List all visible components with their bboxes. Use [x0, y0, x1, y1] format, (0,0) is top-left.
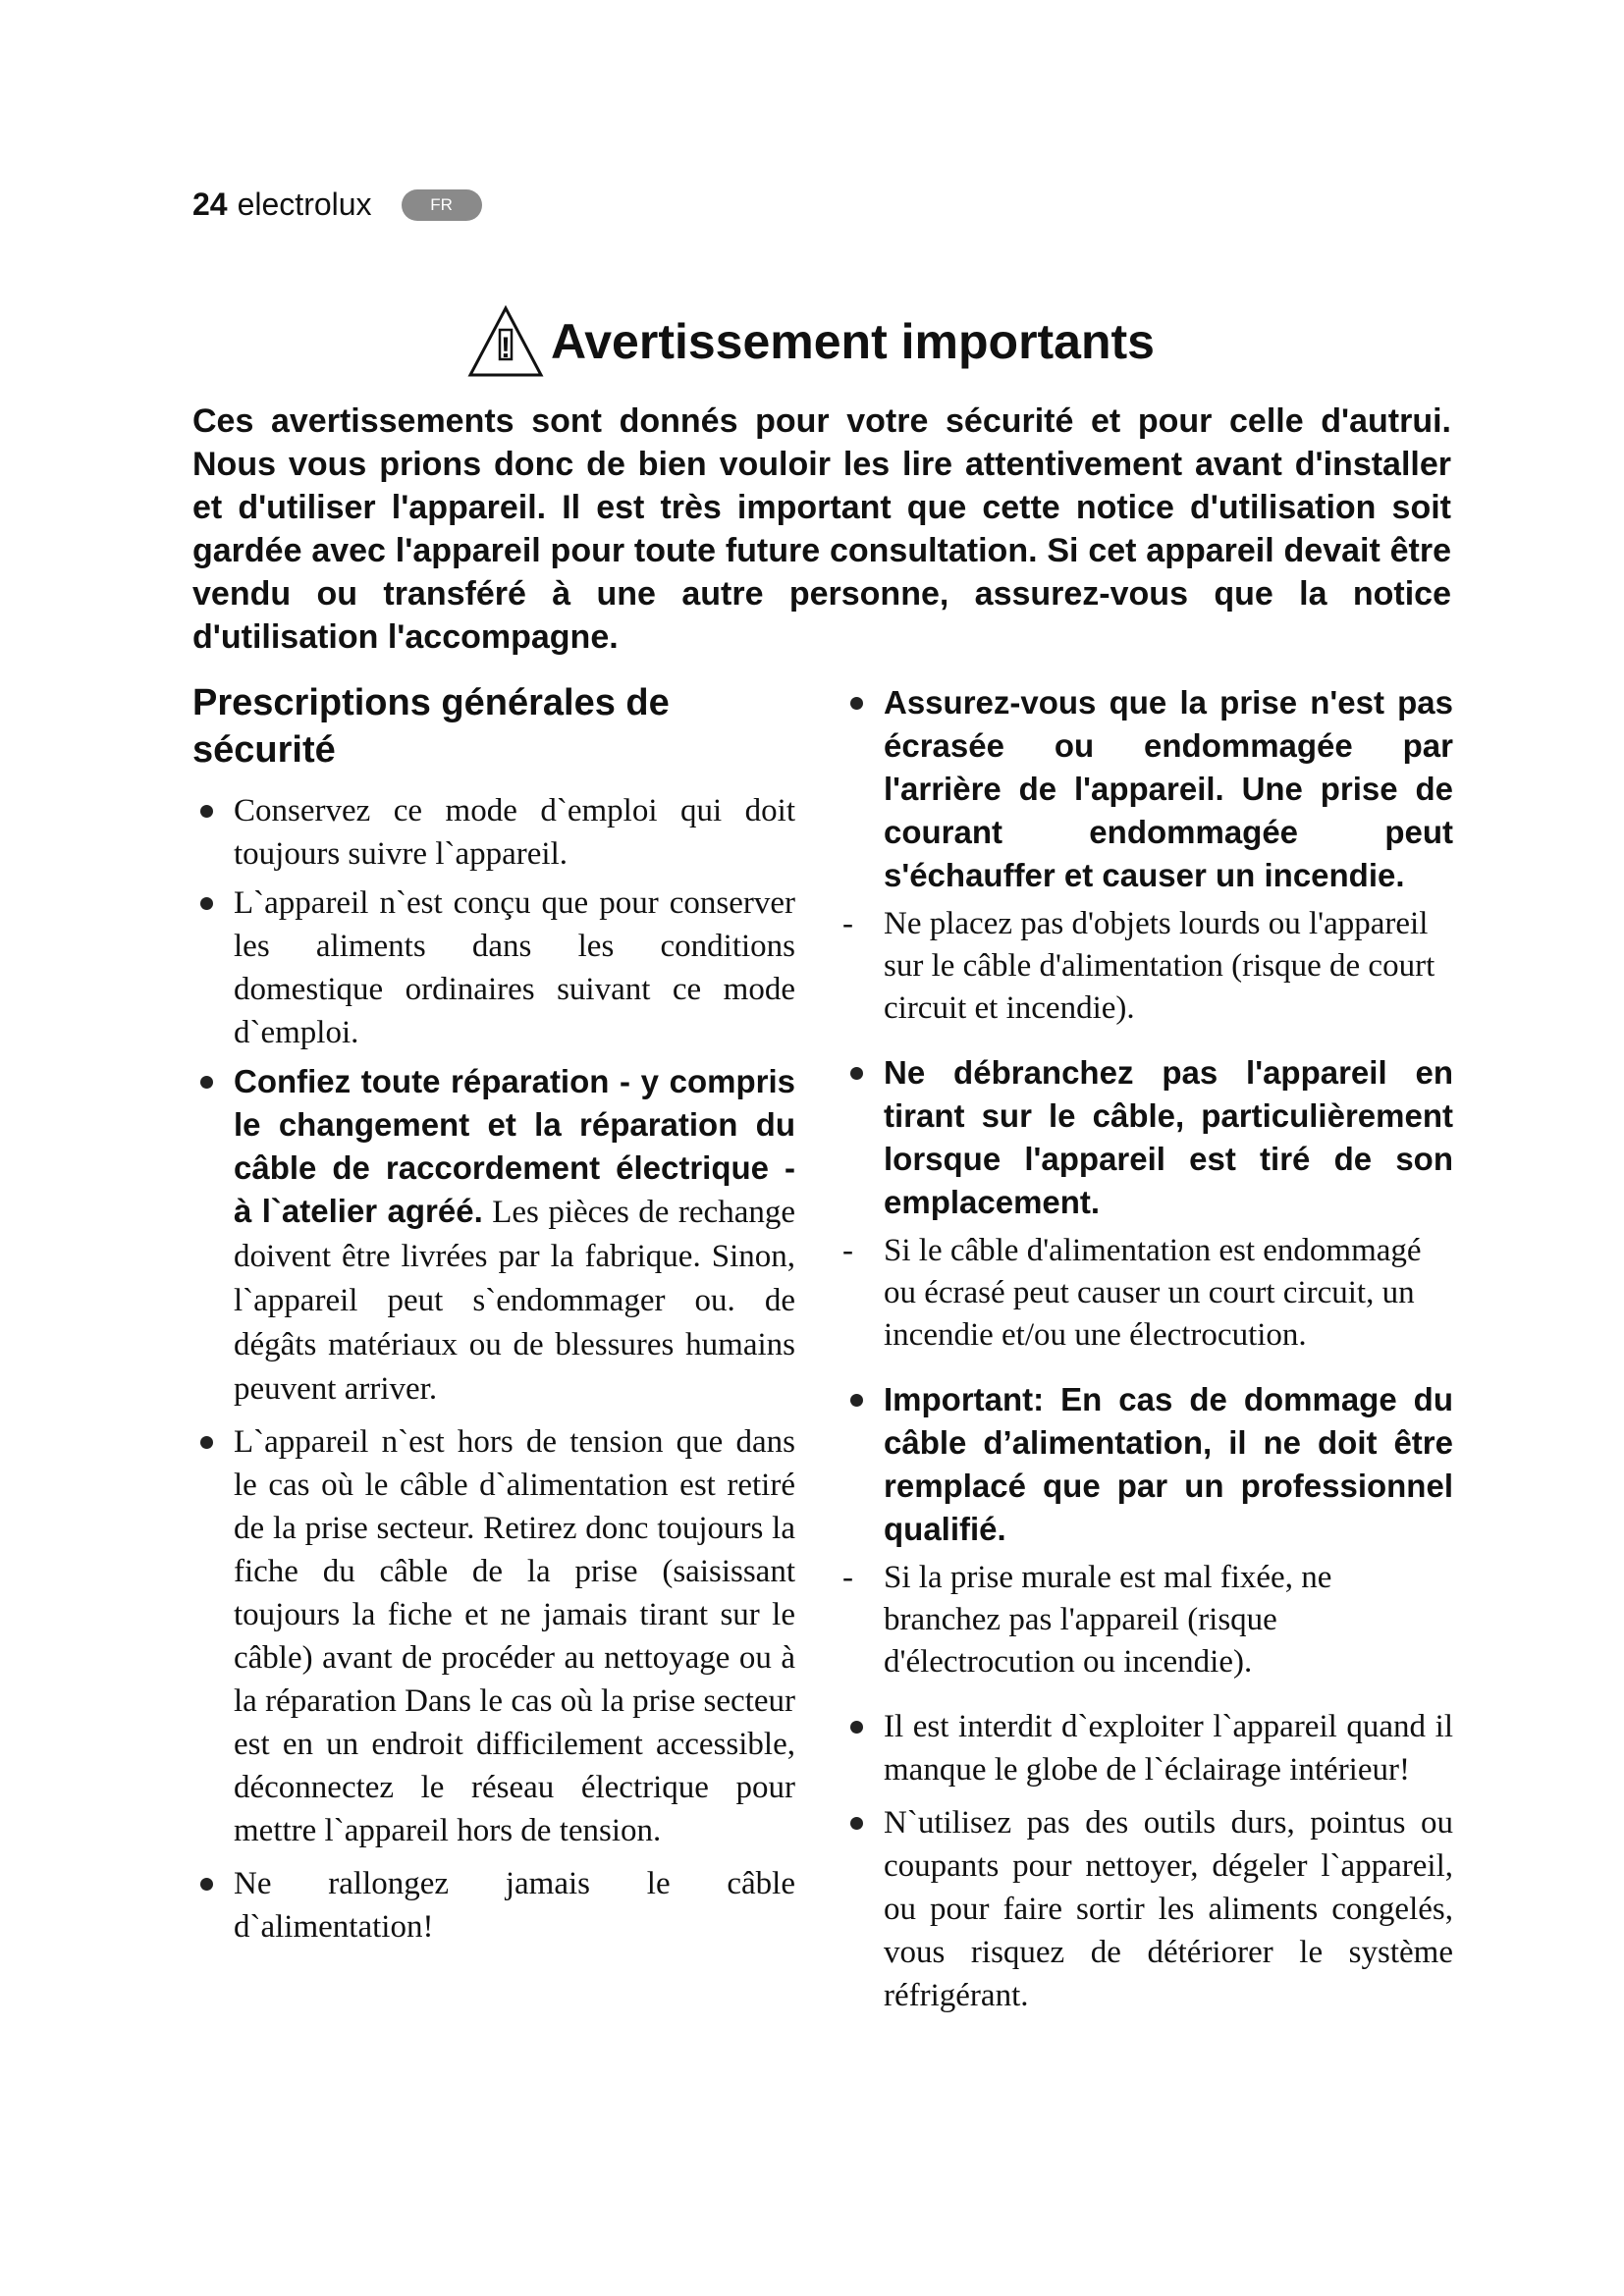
- list-item-text: L`appareil n`est conçu que pour conserver les aliments dans les conditions domestique ordinaires suivant ce mode d`emploi.: [234, 885, 795, 1050]
- right-column: [842, 681, 1453, 2023]
- dash-mark: -: [842, 1233, 853, 1268]
- dash-mark: -: [842, 906, 853, 941]
- list-item-text: Conservez ce mode d`emploi qui doit toujours suivre l`appareil.: [234, 793, 795, 872]
- list-item: [192, 1060, 795, 1411]
- list-item: [842, 1801, 1453, 2017]
- language-badge: FR: [402, 189, 482, 221]
- list-item: [192, 1862, 795, 1949]
- dash-mark: -: [842, 1560, 853, 1595]
- list-item: [192, 789, 795, 876]
- note: [842, 1230, 1453, 1357]
- bullet-icon: [850, 1067, 863, 1080]
- page-title: Avertissement importants: [551, 314, 1155, 369]
- intro-paragraph: Ces avertissements sont donnés pour votre sécurité et pour celle d'autrui. Nous vous prions donc de bien vouloir les lire attentivement avant d'installer et d'utiliser l'appareil. Il est très important que cette notice d'utilisation soit gardée avec l'appareil pour toute future consultation. Si cet appareil devait être vendu ou transféré à une autre personne, assurez-vous que la notice d'utilisation l'accompagne.: [192, 402, 1451, 656]
- page-number: 24: [192, 187, 228, 222]
- list-item: [842, 1378, 1453, 1551]
- note: [842, 1557, 1453, 1683]
- bullet-icon: [850, 697, 863, 710]
- section-title: Prescriptions générales de sécurité: [192, 682, 670, 771]
- title-block: [466, 302, 1155, 381]
- warning-triangle-icon: [466, 302, 545, 381]
- list-item: [842, 1705, 1453, 1791]
- list-item: [192, 1420, 795, 1852]
- list-item-text: Important: En cas de dommage du câble d’alimentation, il ne doit être remplacé que par un professionnel qualifié.: [884, 1381, 1453, 1547]
- list-item-text: Les pièces de rechange doivent être livrées par la fabrique. Sinon, l`appareil peut s`endommager ou. de dégâts matériaux ou de blessures humains peuvent arriver.: [234, 1195, 795, 1407]
- page-header: [192, 187, 482, 223]
- list-item-text: L`appareil n`est hors de tension que dans le cas où le câble d`alimentation est retiré de la prise secteur. Retirez donc toujours la fiche du câble de la prise (saisissant toujours la fiche et ne jamais tirant sur le câble) avant de procéder au nettoyage ou à la réparation Dans le cas où la prise secteur est en un endroit difficilement accessible, déconnectez le réseau électrique pour mettre l`appareil hors de tension.: [234, 1424, 795, 1848]
- bullet-icon: [850, 1817, 863, 1830]
- list-item-text: Assurez-vous que la prise n'est pas écrasée ou endommagée par l'arrière de l'appareil. Une prise de courant endommagée peut s'échauffer et causer un incendie.: [884, 684, 1453, 893]
- bullet-icon: [200, 897, 213, 910]
- list-item-text: Ne débranchez pas l'appareil en tirant sur le câble, particulièrement lorsque l'appareil est tiré de son emplacement.: [884, 1054, 1453, 1220]
- bullet-icon: [200, 1076, 213, 1089]
- brand-name: electrolux: [237, 187, 372, 222]
- list-item-text: Il est interdit d`exploiter l`appareil quand il manque le globe de l`éclairage intérieur!: [884, 1709, 1453, 1788]
- list-item: [842, 681, 1453, 897]
- list-item-text: N`utilisez pas des outils durs, pointus ou coupants pour nettoyer, dégeler l`appareil, ou pour faire sortir les aliments congelés, vous risquez de détériorer le système réfrigérant.: [884, 1805, 1453, 2013]
- bullet-icon: [850, 1721, 863, 1734]
- note: [842, 903, 1453, 1030]
- warning-glyph: !: [501, 332, 511, 364]
- note-text: Si le câble d'alimentation est endommagé ou écrasé peut causer un court circuit, un incendie et/ou une électrocution.: [884, 1233, 1422, 1353]
- list-item-text: Ne rallongez jamais le câble d`alimentation!: [234, 1866, 795, 1945]
- bullet-icon: [200, 1878, 213, 1891]
- left-column: [192, 679, 795, 1954]
- note-text: Si la prise murale est mal fixée, ne branchez pas l'appareil (risque d'électrocution ou incendie).: [884, 1560, 1332, 1680]
- list-item: [842, 1051, 1453, 1224]
- note-text: Ne placez pas d'objets lourds ou l'appareil sur le câble d'alimentation (risque de court circuit et incendie).: [884, 906, 1435, 1026]
- bullet-icon: [850, 1394, 863, 1407]
- list-item: [192, 881, 795, 1054]
- bullet-icon: [200, 805, 213, 818]
- bullet-icon: [200, 1436, 213, 1449]
- list-item-bold-text: Confiez toute réparation - y compris le changement et la réparation du câble de raccordement électrique - à l`atelier agréé.: [234, 1063, 795, 1229]
